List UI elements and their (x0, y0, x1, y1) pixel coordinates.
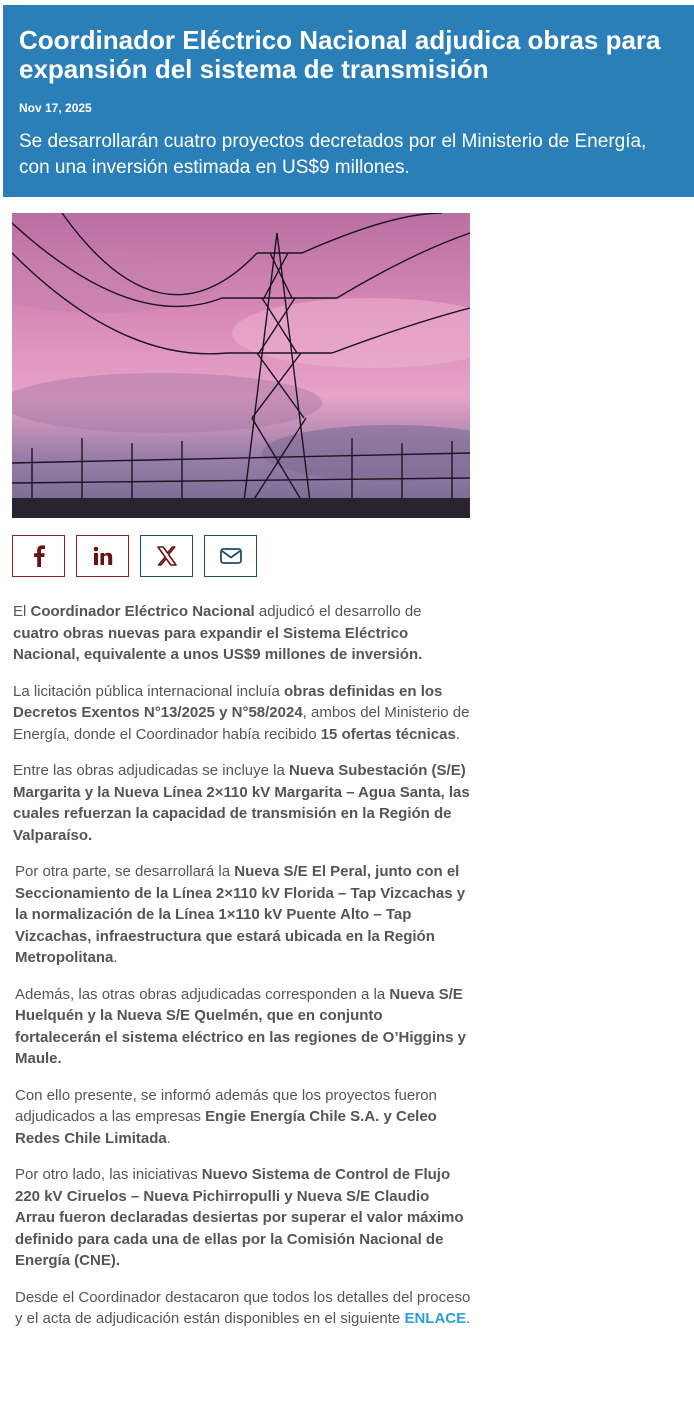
paragraph-8 (15, 1287, 471, 1330)
share-facebook-button[interactable] (12, 535, 65, 577)
paragraph-3 (13, 760, 471, 846)
article-header (3, 5, 694, 197)
paragraph-4 (15, 861, 471, 969)
bold-text: Nueva Subestación (S/E) Margarita y la Nueva Línea 2×110 kV Margarita – Agua Santa, las cuales refuerzan la capacidad de transmisión en la Región de Valparaíso. (13, 762, 470, 844)
text: La licitación pública internacional incluía (13, 682, 284, 700)
share-linkedin-button[interactable] (76, 535, 129, 577)
page-title: Coordinador Eléctrico Nacional adjudica obras para expansión del sistema de transmisión (19, 25, 661, 84)
bold-text: cuatro obras nuevas para expandir el Sistema Eléctrico Nacional, equivalente a unos US$9 millones de inversión. (13, 624, 423, 663)
x-icon (157, 546, 177, 566)
text: El (13, 603, 31, 620)
enlace-link[interactable]: ENLACE (404, 1310, 467, 1327)
article-body (13, 601, 471, 1345)
paragraph-1 (13, 601, 471, 666)
text: Con ello presente, se informó además que los proyectos fueron adjudicados a las empresas (15, 1086, 437, 1125)
paragraph-7 (15, 1164, 471, 1272)
text: Por otro lado, las iniciativas (15, 1166, 202, 1183)
mail-icon (220, 548, 242, 564)
bold-text: 15 ofertas técnicas (320, 725, 456, 743)
bold-text: obras definidas en los Decretos Exentos N°13/2025 y N°58/2024 (13, 682, 443, 721)
text: Además, las otras obras adjudicadas corresponden a la (15, 985, 390, 1003)
text: Por otra parte, se desarrollará la (15, 863, 235, 880)
text: , ambos del Ministerio de Energía, donde el Coordinador había recibido (13, 704, 470, 743)
bold-text: Coordinador Eléctrico Nacional (30, 603, 255, 620)
text: . (166, 1129, 171, 1147)
paragraph-6 (15, 1085, 471, 1150)
share-x-button[interactable] (140, 535, 193, 577)
text: Entre las obras adjudicadas se incluye la (13, 762, 289, 779)
share-bar (12, 535, 257, 577)
text: Desde el Coordinador destacaron que todos los detalles del proceso y el acta de adjudicación están disponibles en el siguiente (15, 1288, 471, 1327)
bold-text: Nueva S/E Huelquén y la Nueva S/E Quelmén, que en conjunto fortalecerán el sistema eléctrico en las regiones de O’Higgins y Maule. (15, 985, 467, 1067)
bold-text: Nuevo Sistema de Control de Flujo 220 kV Ciruelos – Nueva Pichirropulli y Nueva S/E Claudio Arrau fueron declaradas desiertas por superar el valor máximo definido para cada una de ellas por la Comisión Nacional de Energía (CNE). (15, 1166, 464, 1269)
bold-text: Nueva S/E El Peral, junto con el Seccionamiento de la Línea 2×110 kV Florida – Tap Vizcachas y la normalización de la Línea 1×110 kV Puente Alto – Tap Vizcachas, infraestructura que estará ubicada en la Región Metropolitana (15, 863, 466, 966)
text: . (455, 725, 460, 743)
paragraph-2 (13, 681, 471, 746)
bold-text: Engie Energía Chile S.A. y Celeo Redes Chile Limitada (15, 1108, 437, 1147)
text: . (466, 1310, 471, 1327)
text: . (113, 949, 118, 966)
publish-date: Nov 17, 2025 (19, 101, 92, 115)
share-email-button[interactable] (204, 535, 257, 577)
text: adjudicó el desarrollo de (254, 603, 422, 620)
paragraph-5 (15, 984, 471, 1070)
linkedin-icon (93, 546, 113, 566)
article-subtitle: Se desarrollarán cuatro proyectos decretados por el Ministerio de Energía, con una inversión estimada en US$9 millones. (19, 131, 647, 178)
hero-image-transmission-tower (12, 213, 470, 518)
facebook-icon (32, 545, 46, 567)
